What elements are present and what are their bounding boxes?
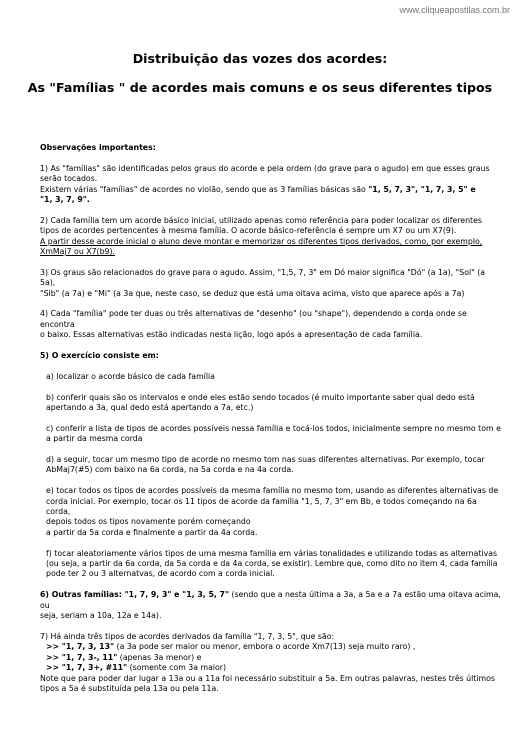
page-title: Distribuição das vozes dos acordes: xyxy=(132,51,388,66)
item-c: c) conferir a lista de tipos de acordes possíveis nessa família e tocá-los todos, inicialmente sempre no mesmo tom e a partir da mesma corda xyxy=(46,423,501,444)
item-b: b) conferir quais são os intervalos e onde eles estão sendo tocados (é muito importante saber qual dedo está apertando a 3a, qual dedo está apertando a 7a, etc.) xyxy=(46,392,475,413)
item-d: d) a seguir, tocar um mesmo tipo de acorde no mesmo tom nas suas diferentes alternativas. Por exemplo, tocar AbMaj7(#5) com baixo na 6a corda, na 5a corda e na 4a corda. xyxy=(46,455,485,475)
document-body xyxy=(40,143,502,705)
exercise-heading: 5) O exercício consiste em: xyxy=(40,351,159,361)
paragraph-6: 6) Outras famílias: "1, 7, 9, 3" e "1, 3, 5, 7" (sendo que a nesta última a 3a, a 5a e a 7a estão uma oitava acima, ou seja, seriam a 10a, 12a e 14a). xyxy=(40,590,501,621)
item-f: f) tocar aleatoriamente vários tipos de uma mesma família em várias tonalidades e utilizando todas as alternativas (ou seja, a partir da 6a corda, da 5a corda e da 4a corda, se existir). Lembre que, como dito no item 4, cada família pode ter 2 ou 3 alternatvas, de acordo com a corda inicial. xyxy=(46,548,498,579)
paragraph-7: 7) Há ainda três tipos de acordes derivados da família "1, 7, 3, 5", que são: >> "1, 7, 3, 13" (a 3a pode ser maior ou menor, embora o acorde Xm7(13) seja muito raro) , >> "1, 7, 3-, 11" (apenas 3a menor) e >> "1, 7, 3+, #11" (somente com 3a maior) Note que para poder dar lugar a 13a ou a 11a foi necessário substituir a 5a. Em outras palavras, nestes três últimos tipos a 5a é substituída pela 13a ou pela 11a. xyxy=(40,631,495,693)
paragraph-1: 1) As "famílias" são identificadas pelos graus do acorde e pela ordem (do grave para o agudo) em que esses graus serão tocados. Existem várias "famílias" de acordes no violão, sendo que as 3 famílias básicas são "1, 5, 7, 3", "1, 7, 3, 5" e "1, 3, 7, 9". xyxy=(40,163,490,205)
observations-heading: Observações importantes: xyxy=(40,143,156,152)
paragraph-3: 3) Os graus são relacionados do grave para o agudo. Assim, "1,5, 7, 3" em Dó maior significa "Dó" (a 1a), "Sol" (a 5a), "Sib" (a 7a) e "Mi" (a 3a que, neste caso, se deduz que está uma oitava acima, visto que aparece após a 7a) xyxy=(40,267,486,298)
item-a: a) localizar o acorde básico de cada família xyxy=(46,371,215,381)
paragraph-4: 4) Cada "família" pode ter duas ou três alternativas de "desenho" (ou "shape"), dependendo a corda onde se encontra o baixo. Essas alternativas estão indicadas nesta lição, logo após a apresentação de cada família. xyxy=(40,309,467,340)
page-subtitle: As "Famílias " de acordes mais comuns e os seus diferentes tipos xyxy=(27,80,493,95)
watermark: www.cliqueapostilas.com.br xyxy=(399,5,510,15)
item-e: e) tocar todos os tipos de acordes possíveis da mesma família no mesmo tom, usando as diferentes alternativas de corda inicial. Por exemplo, tocar os 11 tipos de acorde da família "1, 5, 7, 3" em Bb, e todos começando na 6a corda, depois todos os tipos novamente porém começando a partir da 5a corda e finalmente a partir da 4a corda. xyxy=(46,486,499,537)
paragraph-2: 2) Cada família tem um acorde básico inicial, utilizado apenas como referência para poder localizar os diferentes tipos de acordes pertencentes à mesma família. O acorde básico-referência é sempre um X7 ou um X7(9). A partir desse acorde inicial o aluno deve montar e memorizar os diferentes tipos derivados, como, por exemplo, XmMaj7 ou X7(b9). xyxy=(40,215,483,257)
